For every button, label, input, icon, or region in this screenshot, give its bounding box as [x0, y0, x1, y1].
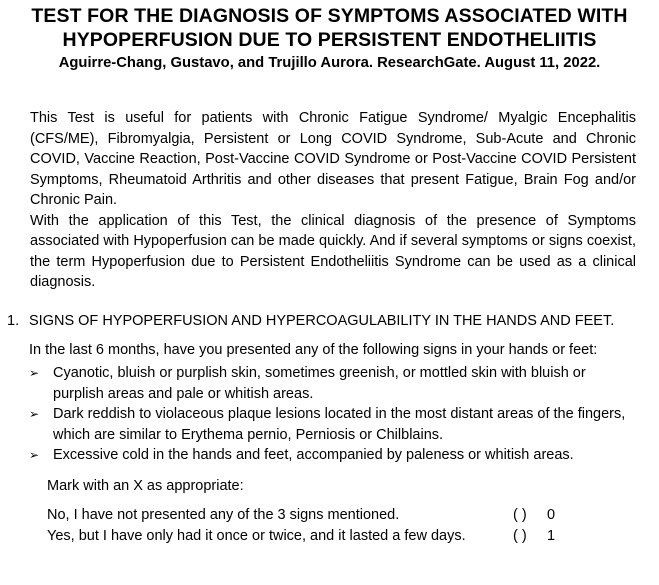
answer-option-1 — [47, 526, 567, 547]
arrow-bullet-icon: ➢ — [29, 366, 40, 380]
title-line-1: TEST FOR THE DIAGNOSIS OF SYMPTOMS ASSOCIATED WITH — [31, 5, 628, 27]
instruction-text: Mark with an X as appropriate: — [47, 477, 244, 494]
list-item — [29, 445, 637, 466]
section-1 — [7, 311, 637, 546]
list-item — [29, 363, 637, 404]
section-number: 1. — [7, 313, 20, 329]
citation: Aguirre-Chang, Gustavo, and Trujillo Aurora. ResearchGate. August 11, 2022. — [58, 55, 601, 71]
arrow-bullet-icon: ➢ — [29, 448, 40, 462]
option-label: No, I have not presented any of the 3 signs mentioned. — [47, 507, 400, 523]
intro-text — [30, 108, 636, 293]
section-title: SIGNS OF HYPOPERFUSION AND HYPERCOAGULABILITY IN THE HANDS AND FEET. — [29, 313, 615, 329]
answer-options — [47, 505, 637, 546]
answer-option-0 — [47, 505, 567, 526]
list-item-text: Cyanotic, bluish or purplish skin, sometimes greenish, or mottled skin with bluish or purplish areas and pale or whitish areas. — [53, 365, 586, 402]
intro-paragraph-1: This Test is useful for patients with Chronic Fatigue Syndrome/ Myalgic Encephalitis (CFS/ME), Fibromyalgia, Persistent or Long COVID Syndrome, Sub-Acute and Chronic COVID, Vaccine Reaction, Post-Vaccine COVID Syndrome or Post-Vaccine COVID Persistent Symptoms, Rheumatoid Arthritis and other diseases that present Fatigue, Brain Fog and/or Chronic Pain. — [30, 110, 636, 208]
section-question: In the last 6 months, have you presented any of the following signs in your hands or feet: — [29, 341, 598, 358]
option-checkbox[interactable]: ( ) — [513, 527, 527, 544]
option-label: Yes, but I have only had it once or twice, and it lasted a few days. — [47, 527, 466, 544]
arrow-bullet-icon: ➢ — [29, 407, 40, 421]
list-item-text: Dark reddish to violaceous plaque lesions located in the most distant areas of the fingers, which are similar to Erythema pernio, Perniosis or Chilblains. — [53, 406, 626, 443]
option-score: 0 — [547, 507, 556, 523]
section-heading — [7, 311, 637, 332]
list-item-text: Excessive cold in the hands and feet, accompanied by paleness or whitish areas. — [53, 447, 574, 463]
intro-paragraph-2: With the application of this Test, the clinical diagnosis of the presence of Symptoms associated with Hypoperfusion can be made quickly. And if several symptoms or signs coexist, the term Hypoperfusion due to Persistent Endotheliitis Syndrome can be used as a clinical diagnosis. — [30, 212, 636, 290]
option-score: 1 — [547, 527, 556, 544]
document-title — [0, 4, 659, 52]
option-checkbox[interactable]: ( ) — [513, 507, 527, 523]
list-item — [29, 404, 637, 445]
signs-list — [29, 363, 637, 466]
title-line-2: HYPOPERFUSION DUE TO PERSISTENT ENDOTHELIITIS — [62, 29, 597, 51]
